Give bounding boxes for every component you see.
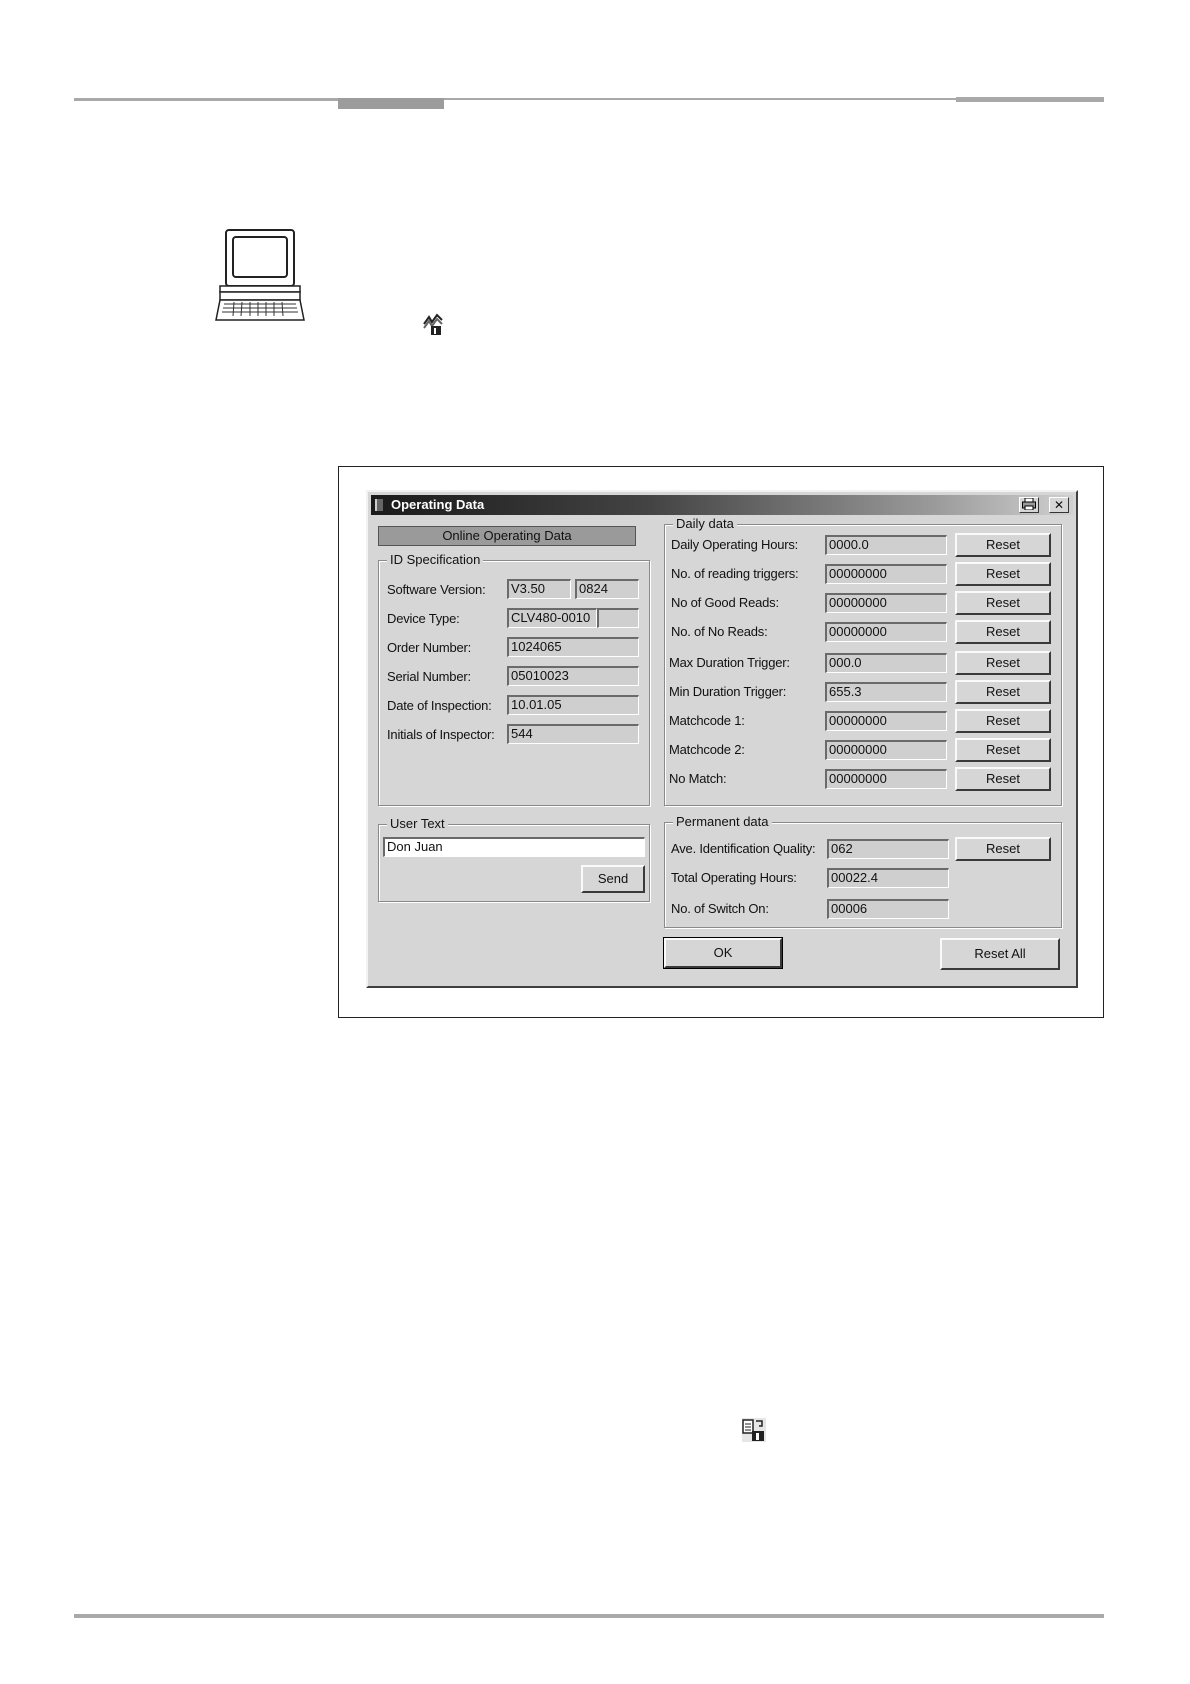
window-menu-icon[interactable] xyxy=(375,499,383,511)
daily-row-value[interactable]: 00000000 xyxy=(825,593,947,613)
footer-rule xyxy=(74,1614,1104,1618)
daily-row-label: Daily Operating Hours: xyxy=(671,537,799,552)
user-text-group xyxy=(378,816,650,902)
close-button[interactable] xyxy=(1049,497,1069,513)
device-type-field-2[interactable] xyxy=(597,608,639,628)
daily-row-value[interactable]: 00000000 xyxy=(825,740,947,760)
daily-reset-button[interactable]: Reset xyxy=(955,680,1051,704)
daily-row-value[interactable]: 00000000 xyxy=(825,564,947,584)
ok-button[interactable]: OK xyxy=(664,938,782,968)
operating-data-dialog xyxy=(366,490,1078,988)
serial-number-label: Serial Number: xyxy=(387,669,471,684)
permanent-row-label: No. of Switch On: xyxy=(671,901,769,916)
daily-row-value[interactable]: 00000000 xyxy=(825,711,947,731)
header-rule-end xyxy=(956,97,1104,102)
daily-reset-button[interactable]: Reset xyxy=(955,591,1051,615)
daily-row-label: No of Good Reads: xyxy=(671,595,779,610)
daily-row-label: Matchcode 1: xyxy=(669,713,745,728)
computer-icon xyxy=(214,228,306,324)
header-rule-left xyxy=(74,98,338,101)
close-icon: ✕ xyxy=(1053,498,1065,512)
upload-parameters-icon xyxy=(742,1418,766,1442)
printer-icon xyxy=(1022,498,1036,510)
daily-reset-button[interactable]: Reset xyxy=(955,620,1051,644)
daily-row-value[interactable]: 000.0 xyxy=(825,653,947,673)
id-specification-title: ID Specification xyxy=(387,552,483,567)
daily-data-title: Daily data xyxy=(673,516,737,531)
id-specification-group xyxy=(378,552,650,806)
daily-row-label: Matchcode 2: xyxy=(669,742,745,757)
order-number-label: Order Number: xyxy=(387,640,472,655)
software-version-field-2[interactable]: 0824 xyxy=(575,579,639,599)
permanent-row-label: Total Operating Hours: xyxy=(671,870,797,885)
daily-row-label: Min Duration Trigger: xyxy=(669,684,787,699)
serial-number-field[interactable]: 05010023 xyxy=(507,666,639,686)
daily-reset-button[interactable]: Reset xyxy=(955,533,1051,557)
user-text-input[interactable]: Don Juan xyxy=(383,837,645,857)
order-number-field[interactable]: 1024065 xyxy=(507,637,639,657)
daily-row-value[interactable]: 655.3 xyxy=(825,682,947,702)
permanent-row-value[interactable]: 062 xyxy=(827,839,949,859)
permanent-data-group xyxy=(664,814,1062,928)
daily-row-label: No. of No Reads: xyxy=(671,624,768,639)
permanent-row-label: Ave. Identification Quality: xyxy=(671,841,816,856)
header-tab-marker xyxy=(338,98,444,109)
daily-row-value[interactable]: 00000000 xyxy=(825,622,947,642)
date-of-inspection-field[interactable]: 10.01.05 xyxy=(507,695,639,715)
daily-reset-button[interactable]: Reset xyxy=(955,651,1051,675)
user-text-title: User Text xyxy=(387,816,448,831)
initials-of-inspector-label: Initials of Inspector: xyxy=(387,727,495,742)
permanent-reset-button[interactable]: Reset xyxy=(955,837,1051,861)
daily-data-group xyxy=(664,516,1062,806)
daily-reset-button[interactable]: Reset xyxy=(955,738,1051,762)
software-version-label: Software Version: xyxy=(387,582,486,597)
permanent-data-title: Permanent data xyxy=(673,814,772,829)
daily-reset-button[interactable]: Reset xyxy=(955,562,1051,586)
initials-of-inspector-field[interactable]: 544 xyxy=(507,724,639,744)
send-button[interactable]: Send xyxy=(581,865,645,893)
daily-row-value[interactable]: 00000000 xyxy=(825,769,947,789)
device-type-label: Device Type: xyxy=(387,611,460,626)
daily-row-label: No Match: xyxy=(669,771,727,786)
permanent-row-value[interactable]: 00022.4 xyxy=(827,868,949,888)
operating-data-icon xyxy=(422,312,446,336)
print-button[interactable] xyxy=(1019,497,1039,513)
daily-row-label: No. of reading triggers: xyxy=(671,566,799,581)
daily-row-value[interactable]: 0000.0 xyxy=(825,535,947,555)
reset-all-button[interactable]: Reset All xyxy=(940,938,1060,970)
dialog-titlebar[interactable] xyxy=(371,495,1073,515)
daily-reset-button[interactable]: Reset xyxy=(955,709,1051,733)
software-version-field[interactable]: V3.50 xyxy=(507,579,571,599)
daily-reset-button[interactable]: Reset xyxy=(955,767,1051,791)
date-of-inspection-label: Date of Inspection: xyxy=(387,698,492,713)
online-operating-data-banner: Online Operating Data xyxy=(378,526,636,546)
dialog-title: Operating Data xyxy=(391,497,485,512)
daily-row-label: Max Duration Trigger: xyxy=(669,655,790,670)
header-rule-right xyxy=(444,98,956,100)
permanent-row-value[interactable]: 00006 xyxy=(827,899,949,919)
device-type-field[interactable]: CLV480-0010 xyxy=(507,608,597,628)
